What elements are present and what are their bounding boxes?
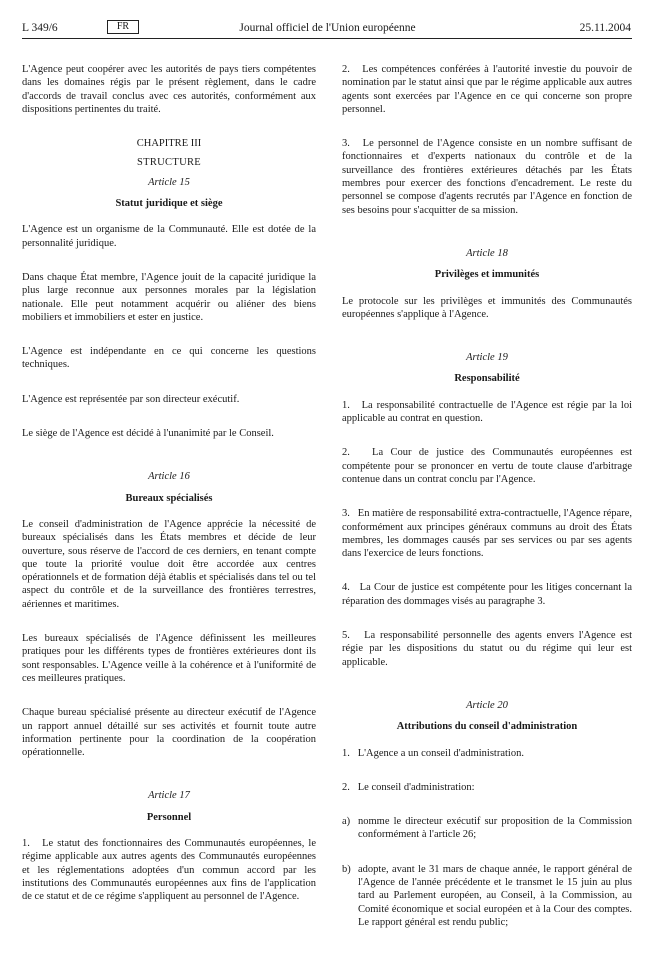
article-15-paragraph: L'Agence est représentée par son directeur exécutif. [22,393,240,405]
list-item-label: a) [342,816,351,828]
article-17-paragraph: 1. Le statut des fonctionnaires des Communautés européennes, le régime applicable aux autres agents des Communautés européennes et les réglementations adoptées d'un commun accord par les institutions des Communautés européennes aux fins de l'application de ce statut et de ce régime s'appliquent au personnel de l'Agence. [22,837,319,903]
article-16-title: Bureaux spécialisés [125,492,213,504]
article-17-label: Article 17 [148,790,190,802]
intro-paragraph: L'Agence peut coopérer avec les autorités de pays tiers compétentes dans les domaines régis par le présent règlement, dans le cadre d'accords de travail conclus avec ces autorités, conformément aux dispositions pertinentes du traité. [22,64,316,115]
article-18-title: Privilèges et immunités [434,269,540,281]
article-19-paragraph: 2. La Cour de justice des Communautés européennes est compétente pour se prononcer en vertu de toute clause d'arbitrage contenue dans un contrat conclu par l'Agence. [342,447,635,485]
article-15-paragraph: L'Agence est un organisme de la Communauté. Elle est dotée de la personnalité juridique. [22,224,316,249]
structure-heading: STRUCTURE [137,157,201,169]
article-20-label: Article 20 [466,699,508,711]
language-box: FR [107,20,139,34]
article-15-paragraph: Le siège de l'Agence est décidé à l'unanimité par le Conseil. [22,428,274,440]
article-20-paragraph: 1. L'Agence a un conseil d'administration. [342,747,524,759]
list-item [342,815,632,842]
list-item [342,863,632,929]
article-19-paragraph: 1. La responsabilité contractuelle de l'Agence est régie par la loi applicable au contrat en question. [342,399,635,425]
article-16-label: Article 16 [148,471,190,483]
article-16-paragraph: Chaque bureau spécialisé présente au directeur exécutif de l'Agence un rapport annuel détaillé sur ses activités et fournit toute autre information pertinente pour la coordination de la coopération opérationnelle. [22,707,316,759]
page-reference: L 349/6 [22,22,58,34]
list-item-label: b) [342,863,351,875]
right-column [342,63,635,950]
article-16-paragraph: Le conseil d'administration de l'Agence apprécie la nécessité de bureaux spécialisés dans les États membres et décide de leur ouverture, sous réserve de l'accord de ces derniers, en tenant compte que toute la priorité voulue doit être accordée aux centres opérationnels et de formation déjà établis et spécialisés dans tel ou tel aspect du contrôle et de la surveillance des frontières terrestres, aériennes et maritimes. [22,518,316,610]
chapter-heading: CHAPITRE III [136,138,202,150]
article-15-paragraph: L'Agence est indépendante en ce qui concerne les questions techniques. [22,346,316,371]
article-20-paragraph: 2. Le conseil d'administration: [342,781,475,793]
article-15-paragraph: Dans chaque État membre, l'Agence jouit de la capacité juridique la plus large reconnue aux personnes morales par la législation nationale. Elle peut notamment acquérir ou aliéner des biens mobiliers et immobiliers et ester en justice. [22,271,316,323]
article-18-label: Article 18 [466,247,508,259]
article-15-title: Statut juridique et siège [115,198,223,210]
left-column [22,63,319,924]
article-20-title: Attributions du conseil d'administration [396,721,578,733]
article-15-label: Article 15 [148,176,190,188]
article-19-paragraph: 4. La Cour de justice est compétente pour les litiges concernant la réparation des dommages visés au paragraphe 3. [342,582,635,607]
list-item-text: nomme le directeur exécutif sur proposition de la Commission conformément à l'article 26; [358,816,632,841]
article-17-paragraph: 2. Les compétences conférées à l'autorité investie du pouvoir de nomination par le statut ainsi que par le régime applicable aux autres agents sont exercées par l'Agence en ce qui concerne son propre personnel. [342,64,635,115]
publication-date: 25.11.2004 [579,22,631,34]
article-19-paragraph: 3. En matière de responsabilité extra-contractuelle, l'Agence répare, conformément aux principes généraux communs au droit des États membres, les dommages causés par ses services ou par ses agents dans l'exercice de leurs fonctions. [342,508,635,560]
journal-title: Journal officiel de l'Union européenne [239,22,416,34]
page-header [0,0,655,40]
article-17-title: Personnel [146,811,192,823]
article-16-paragraph: Les bureaux spécialisés de l'Agence définissent les meilleures pratiques pour les différents types de frontières extérieures dont ils sont responsables. L'Agence veille à la cohérence et à l'uniformité de ces meilleures pratiques. [22,633,316,684]
list-item-text: adopte, avant le 31 mars de chaque année, le rapport général de l'Agence de l'année précédente et le transmet le 15 juin au plus tard au Parlement européen, au Conseil, à la Commission, au Comité économique et social européen et à la Cour des comptes. Le rapport général est rendu public; [358,863,632,928]
article-17-paragraph: 3. Le personnel de l'Agence consiste en un nombre suffisant de fonctionnaires et d'experts nationaux du contrôle et de la surveillance des frontières extérieures détachés par les États membres pour exercer des fonctions d'encadrement. Le reste du personnel se compose d'agents recrutés par l'Agence en fonction de ses besoins pour s'acquitter de sa mission. [342,138,635,216]
header-rule [22,38,632,39]
article-19-title: Responsabilité [454,373,520,385]
article-19-label: Article 19 [466,352,508,364]
article-19-paragraph: 5. La responsabilité personnelle des agents envers l'Agence est régie par les dispositions du statut ou du régime qui leur est applicable. [342,630,635,668]
article-18-paragraph: Le protocole sur les privilèges et immunités des Communautés européennes s'applique à l'Agence. [342,295,632,320]
